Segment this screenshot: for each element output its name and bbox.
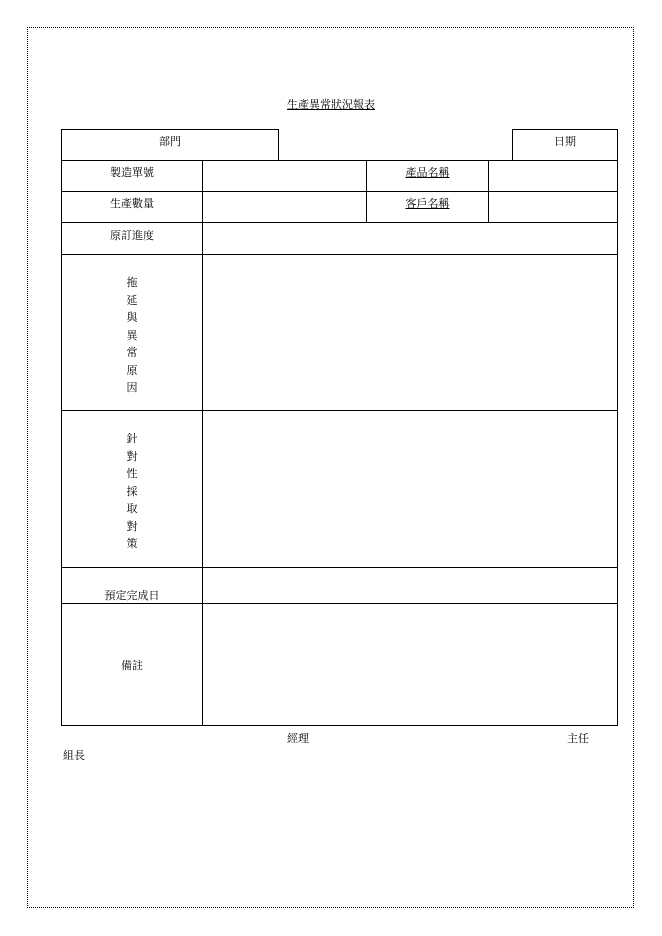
remarks-label: 備註	[121, 659, 143, 672]
date-label: 日期	[554, 135, 576, 148]
original-schedule-label: 原訂進度	[110, 229, 154, 242]
delay-reason-label: 拖 延 與 異 常 原 因	[126, 276, 138, 394]
supervisor-signature-label: 主任	[567, 732, 589, 745]
product-name-label: 產品名稱	[405, 166, 450, 179]
table-line	[61, 725, 618, 726]
manager-signature-label: 經理	[287, 732, 309, 745]
delay-reason-field[interactable]	[203, 255, 617, 410]
customer-name-field[interactable]	[489, 192, 617, 222]
countermeasure-label: 針 對 性 採 取 對 策	[126, 432, 138, 550]
team-leader-signature-label: 組長	[63, 749, 85, 762]
order-number-label: 製造單號	[110, 166, 154, 179]
table-line	[278, 129, 279, 161]
document-title: 生產異常狀況報表	[287, 98, 375, 111]
quantity-label: 生產數量	[110, 197, 154, 210]
table-line	[61, 129, 62, 726]
countermeasure-field[interactable]	[203, 411, 617, 567]
table-line	[617, 129, 618, 726]
original-schedule-field[interactable]	[203, 223, 617, 254]
order-number-field[interactable]	[202, 161, 366, 191]
remarks-field[interactable]	[203, 604, 617, 725]
product-name-field[interactable]	[489, 161, 617, 191]
department-label: 部門	[159, 135, 181, 148]
quantity-field[interactable]	[202, 192, 366, 222]
customer-name-label: 客戶名稱	[405, 197, 450, 210]
due-date-label: 預定完成日	[104, 589, 160, 602]
due-date-field[interactable]	[203, 568, 617, 603]
